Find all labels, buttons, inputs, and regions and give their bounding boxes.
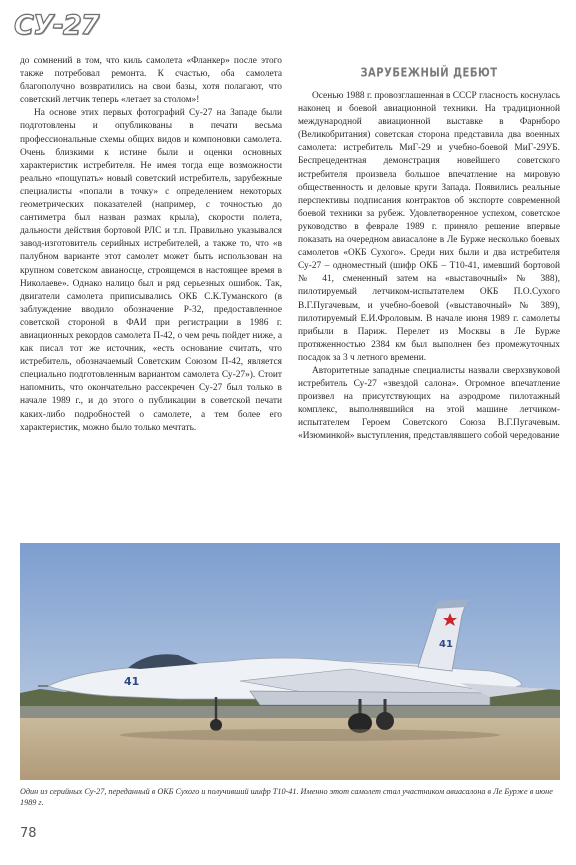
paragraph: Авторитетные западные специалисты назвали сверхзвуковой истребитель Су-27 «звездой салона». Огромное впечатление произвел на присутствующих на аэродроме пилотажный комплекс, выполнявшийся на этой машине летчиком-испытателем Героем Советского Союза В.Г.Пугачевым. «Изюминкой» выступления, представлявшего собой чередование <box>298 365 560 442</box>
header-logo: СУ-27 <box>14 10 99 41</box>
right-column <box>298 90 560 444</box>
aircraft-nose-number: 41 <box>124 675 140 688</box>
section-title: ЗАРУБЕЖНЫЙ ДЕБЮТ <box>360 66 498 81</box>
page-number: 78 <box>20 826 37 841</box>
paragraph: Осенью 1988 г. провозглашенная в СССР гласность коснулась наконец и боевой авиационной техники. На традиционной международной авиационной выставке в Фарнборо (Великобритания) советская сторона представила два военных самолета: истребитель МиГ-29 и учебно-боевой МиГ-29УБ. Беспрецедентная демонстрация новейшего советского истребителя произвела большое впечатление на мировую общественность и деловые круги Запада. Появились реальные перспективы подписания контрактов об экспорте современной боевой техники за рубеж. Удовлетворенное успехом, советское руководство в феврале 1989 г. приняло решение впервые показать на очередном авиасалоне в Ле Бурже несколько боевых самолетов «ОКБ Сухого». Среди них были и два истребителя Су-27 – одноместный (шифр ОКБ – Т10-41, имевший бортовой № 41, смененный затем на «выставочный» № 388), пилотируемый летчиком-испытателем ОКБ П.О.Сухого В.Г.Пугачевым, и учебно-боевой («выставочный» № 389), пилотируемый Е.И.Фроловым. В начале июня 1989 г. самолеты прибыли в Париж. Перелет из Москвы в Ле Бурже протяженностью 2384 км был выполнен без промежуточных посадок за 3 ч летного времени. <box>298 91 560 363</box>
aircraft-tail-number: 41 <box>439 639 453 650</box>
photo-caption: Один из серийных Су-27, переданный в ОКБ Сухого и получивший шифр Т10-41. Именно этот самолет стал участником авиасалона в Ле Бурже в июне 1989 г. <box>20 787 553 807</box>
paragraph: до сомнений в том, что киль самолета «Фланкер» после этого также потребовал ремонта. К счастью, оба самолета благополучно возвратились на свои базы, хотя полагают, что советский летчик теперь «летает за столом»! <box>20 56 282 106</box>
aircraft-photo <box>20 543 560 780</box>
left-column <box>20 55 282 435</box>
paragraph: На основе этих первых фотографий Су-27 на Западе были подготовлены и опубликованы в печати весьма профессиональные схемы общих видов и компоновки самолета. Очень близкими к истине были и оценки основных характеристик истребителя. Не имея тогда еще возможности реально «пощупать» новый советский истребитель, зарубежные специалисты «попали в точку» с определением некоторых геометрических показателей (например, с точностью до сантиметра был назван размах крыла), скорости полета, дальности действия бортовой РЛС и т.п. Правильно указывался завод-изготовитель серийных истребителей, а также то, что «в палубном варианте этот самолет может быть использован на крупном советском авианосце, строящемся в настоящее время в Николаеве». Однако налицо был и ряд серьезных ошибок. Так, двигатели самолета приписывались ОКБ С.К.Туманского (в заблуждение вводило обозначение Р-32, предоставленное советской стороной в ФАИ при регистрации в 1986 г. авиационных рекордов самолета П-42, о чем речь пойдет ниже, а как писал тот же источник, «есть основание считать, что истребитель, обозначаемый Советским Союзом П-42, является специально подготовленным вариантом самолета Су-27»). Стоит напомнить, что окончательно рассекречен Су-27 был только в начале 1989 г., и до этого о публикации в советской печати каких-либо подробностей о самолете, а тем более его характеристик, можно было только мечтать. <box>20 108 282 433</box>
